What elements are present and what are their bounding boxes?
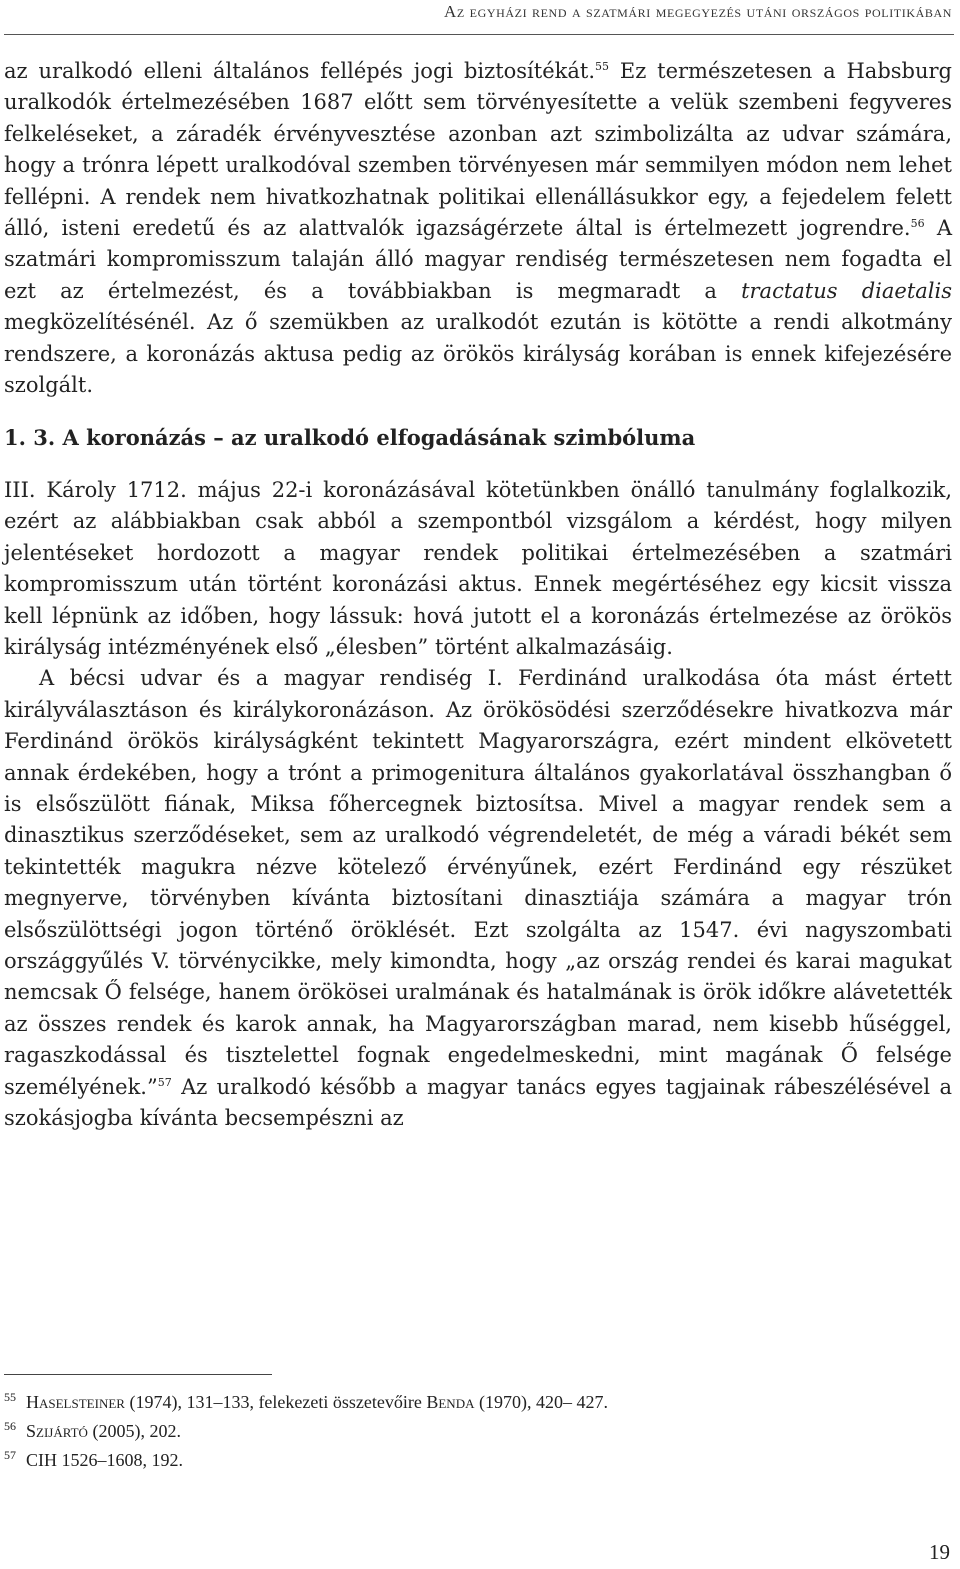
footnote-ref[interactable]: 55 [595,60,609,73]
footnote-number: 56 [4,1419,16,1433]
footnote-55 [4,1389,952,1416]
text-run: CIH 1526–1608, 192. [26,1450,183,1470]
footnote-rule [4,1374,272,1375]
text-run: megközelítésénél. Az ő szemükben az uralkodót ezután is kötötte a rendi alkotmány rendszere, a koronázás aktusa pedig az örökös királyság korában is ennek kifejezésére szolgált. [4,310,952,398]
text-run: (1970), 420– 427. [474,1392,608,1412]
running-head: Az egyházi rend a szatmári megegyezés utáni országos politikában [444,2,952,21]
footnotes [4,1374,952,1476]
footnote-57 [4,1447,952,1474]
text-run: az uralkodó elleni általános fellépés jogi biztosítékát. [4,59,595,83]
paragraph [4,475,952,663]
italic-term: tractatus diaetalis [741,278,952,303]
paragraph [4,56,952,401]
text-run: Az uralkodó később a magyar tanács egyes tagjainak rábeszélésével a szokásjogba kívánta becsempészni az [4,1074,952,1130]
page-number: 19 [929,1540,950,1564]
footnote-number: 57 [4,1448,16,1462]
text-run: A szatmári kompromisszum talaján álló magyar rendiség természetesen nem fogadta el ezt az értelmezést, és a továbbiakban is megmaradt a [4,216,953,303]
text-run: (1974), 131–133, felekezeti összetevőire [124,1392,427,1412]
text-run: (2005), 202. [87,1421,181,1441]
text-run: III. Károly 1712. május 22-i koronázásával kötetünkben önálló tanulmány foglalkozik, ezért az alábbiakban csak abból a szempontból vizsgálom a kérdést, hogy milyen jelentéseket hordozott a magyar rendek politikai értelmezésében a szatmári kompromisszum után történt koronázási aktus. Ennek megértéséhez egy kicsit vissza kell lépnünk az időben, hogy lássuk: hová jutott el a koronázás értelmezése az örökös királyság intézményének első „élesben” történt alkalmazásáig. [4,477,952,659]
footnote-ref[interactable]: 56 [910,217,925,231]
footnote-ref[interactable]: 57 [157,1075,172,1089]
text-run: A bécsi udvar és a magyar rendiség I. Ferdinánd uralkodása óta mást értett királyválasztáson és királykoronázáson. Az örökösödési szerződésekre hivatkozva már Ferdinánd örökös királyságként tekintett Magyarországra, ezért mindent elkövetett annak érdekében, hogy a trónt a primogenitura általános gyakorlatával összhangban ő is elsőszülött fiának, Miksa főhercegnek biztosítsa. Mivel a magyar rendek sem a dinasztikus szerződéseket, sem az uralkodó végrendeletét, de még a váradi békét sem tekintették magukra nézve kötelező érvényűnek, ezért Ferdinánd egy részüket megnyerve, törvényben kívánta biztosítani dinasztiája számára a magyar trón elsőszülöttségi jogon történő öröklését. Ezt szolgálta az 1547. évi nagyszombati országgyűlés V. törvénycikke, mely kimondta, hogy „az ország rendei és karai magukat nemcsak Ő felsége, hanem örökösei uralmának és hatalmának is örök időkre alávetették az összes rendek és karok annak, ha Magyarországban marad, nem kisebb hűséggel, ragaszkodással és tisztelettel fognak engedelmeskedni, mint magának Ő felsége személyének.” [4,666,952,1099]
author-name: Benda [426,1392,475,1412]
section-heading: 1. 3. A koronázás – az uralkodó elfogadásának szimbóluma [4,425,696,451]
paragraph [4,663,952,1134]
header-rule [4,34,954,35]
footnote-56 [4,1418,952,1445]
author-name: Szijártó [26,1421,88,1441]
author-name: Haselsteiner [26,1392,125,1412]
main-text [4,56,952,1134]
footnote-number: 55 [4,1390,16,1404]
text-run: Ez természetesen a Habsburg uralkodók értelmezésében 1687 előtt sem törvényesítette a velük szembeni fegyveres felkeléseket, a záradék érvényvesztése azonban azt szimbolizálta az udvar számára, hogy a trónra lépett uralkodóval szemben törvényesen már semmilyen módon nem lehet fellépni. A rendek nem hivatkozhatnak politikai ellenállásukkor egy, a fejedelem felett álló, isteni eredetű és az alattvalók igazságérzete által is értelmezett jogrendre. [4,59,952,241]
